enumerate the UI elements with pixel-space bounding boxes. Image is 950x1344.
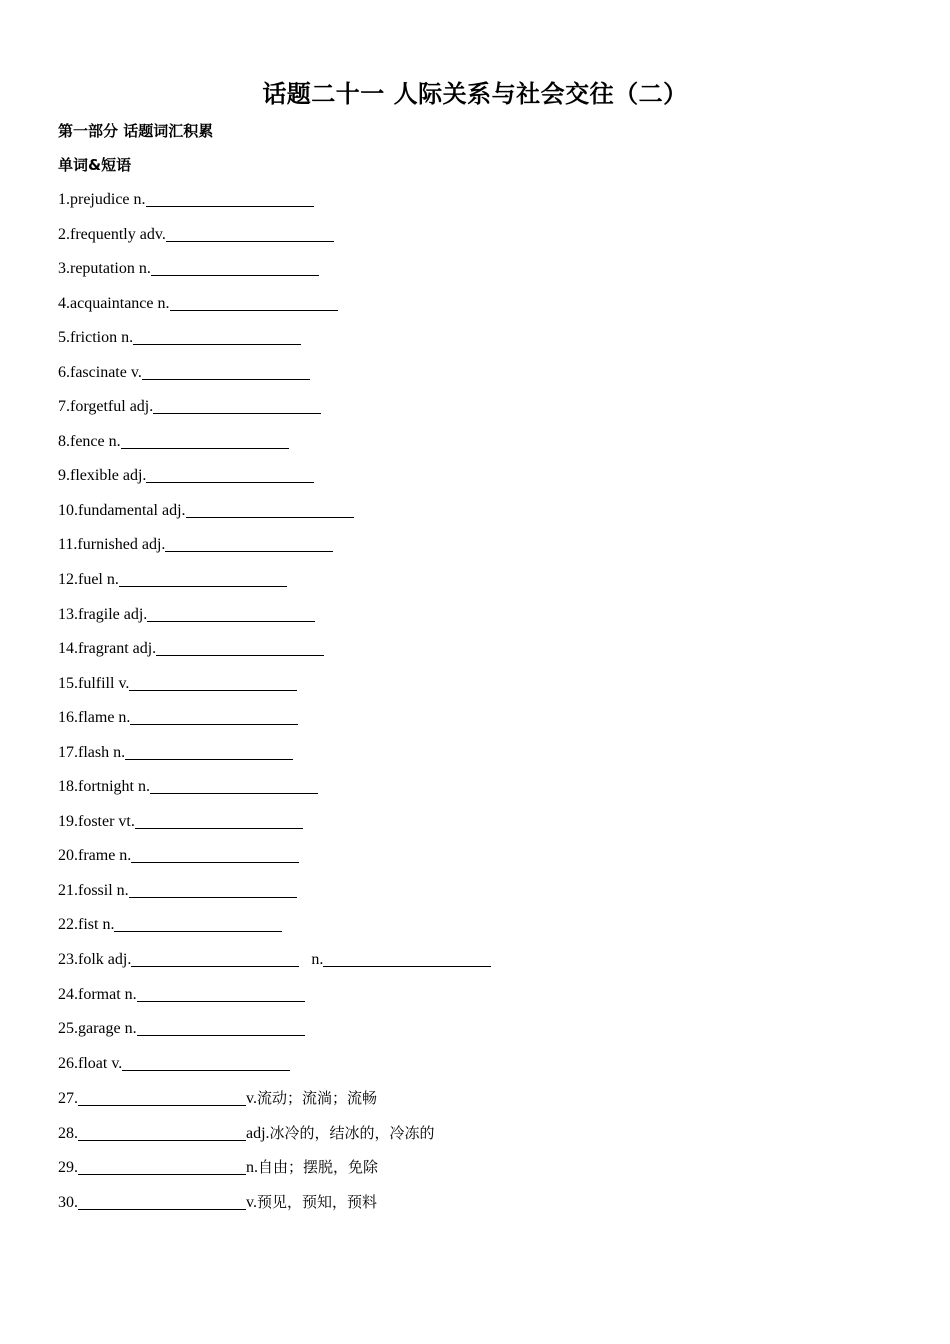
vocab-item	[58, 982, 918, 1017]
answer-blank[interactable]	[125, 742, 293, 760]
item-number: 16.	[58, 709, 78, 727]
vocab-item	[58, 705, 918, 740]
item-pos: v.	[246, 1193, 257, 1211]
item-meaning: 自由；摆脱，免除	[258, 1158, 379, 1177]
answer-blank[interactable]	[146, 465, 314, 483]
part-heading: 第一部分 话题词汇积累	[58, 122, 214, 140]
answer-blank[interactable]	[137, 1018, 305, 1036]
vocab-item	[58, 256, 918, 291]
item-number: 7.	[58, 398, 70, 416]
vocab-item	[58, 360, 918, 395]
item-word: folk adj.	[78, 951, 132, 969]
vocab-item	[58, 809, 918, 844]
vocab-item	[58, 740, 918, 775]
item-number: 12.	[58, 571, 78, 589]
item-number: 9.	[58, 467, 70, 485]
reverse-item	[58, 1085, 918, 1120]
item-word: flexible adj.	[70, 467, 147, 485]
item-word: flame n.	[78, 709, 131, 727]
answer-blank[interactable]	[78, 1192, 246, 1210]
item-number: 10.	[58, 501, 78, 519]
vocab-item	[58, 498, 918, 533]
item-pos: n.	[246, 1159, 258, 1177]
answer-blank[interactable]	[119, 569, 287, 587]
item-word: acquaintance n.	[70, 294, 170, 312]
answer-blank[interactable]	[137, 984, 305, 1002]
answer-blank[interactable]	[150, 776, 318, 794]
vocab-item	[58, 429, 918, 464]
answer-blank[interactable]	[131, 845, 299, 863]
item-word: garage n.	[78, 1020, 137, 1038]
answer-blank[interactable]	[142, 362, 310, 380]
item-number: 3.	[58, 260, 70, 278]
item-word: fossil n.	[78, 881, 129, 899]
vocab-item	[58, 843, 918, 878]
reverse-item	[58, 1154, 918, 1189]
item-number: 11.	[58, 536, 78, 554]
item-word: fulfill v.	[78, 674, 130, 692]
vocab-item	[58, 671, 918, 706]
answer-blank[interactable]	[170, 293, 338, 311]
item-number: 18.	[58, 778, 78, 796]
item-number: 5.	[58, 329, 70, 347]
item-word: fuel n.	[78, 571, 119, 589]
vocab-item	[58, 1051, 918, 1086]
vocab-item	[58, 222, 918, 257]
item-word: format n.	[78, 985, 137, 1003]
reverse-item	[58, 1189, 918, 1224]
vocab-item	[58, 774, 918, 809]
item-extra-pos: n.	[311, 951, 324, 969]
reverse-item	[58, 1120, 918, 1155]
answer-blank[interactable]	[323, 949, 491, 967]
answer-blank[interactable]	[133, 327, 301, 345]
item-number: 15.	[58, 674, 78, 692]
answer-blank[interactable]	[78, 1123, 246, 1141]
vocab-item	[58, 636, 918, 671]
item-word: fortnight n.	[78, 778, 150, 796]
item-number: 22.	[58, 916, 78, 934]
page-title: 话题二十一 人际关系与社会交往（二）	[262, 80, 688, 108]
vocab-item	[58, 532, 918, 567]
vocab-item	[58, 394, 918, 429]
item-number: 20.	[58, 847, 78, 865]
item-number: 19.	[58, 812, 78, 830]
answer-blank[interactable]	[78, 1088, 246, 1106]
answer-blank[interactable]	[153, 396, 321, 414]
answer-blank[interactable]	[186, 500, 354, 518]
vocab-item	[58, 567, 918, 602]
vocab-item	[58, 1016, 918, 1051]
item-pos: v.	[246, 1090, 257, 1108]
item-word: flash n.	[78, 743, 126, 761]
item-word: forgetful adj.	[70, 398, 154, 416]
item-word: foster vt.	[78, 812, 135, 830]
answer-blank[interactable]	[122, 1053, 290, 1071]
item-meaning: 冰冷的，结冰的，冷冻的	[269, 1123, 435, 1142]
item-number: 25.	[58, 1020, 78, 1038]
item-number: 21.	[58, 881, 78, 899]
item-word: fundamental adj.	[78, 501, 186, 519]
item-number: 30.	[58, 1193, 78, 1211]
item-number: 13.	[58, 605, 78, 623]
item-word: prejudice n.	[70, 191, 146, 208]
item-number: 17.	[58, 743, 78, 761]
item-word: frame n.	[78, 847, 132, 865]
answer-blank[interactable]	[130, 707, 298, 725]
item-number: 2.	[58, 225, 70, 243]
item-word: friction n.	[70, 329, 134, 347]
item-number: 24.	[58, 985, 78, 1003]
answer-blank[interactable]	[135, 811, 303, 829]
item-number: 8.	[58, 432, 70, 450]
item-meaning: 流动；流淌；流畅	[256, 1089, 377, 1108]
item-number: 28.	[58, 1124, 78, 1142]
vocab-item	[58, 325, 918, 360]
vocab-item	[58, 912, 918, 947]
section-heading: 单词&短语	[58, 156, 132, 174]
item-word: reputation n.	[70, 260, 151, 278]
answer-blank[interactable]	[146, 189, 314, 207]
vocab-item	[58, 878, 918, 913]
answer-blank[interactable]	[129, 880, 297, 898]
item-number: 4.	[58, 294, 70, 312]
item-word: fragrant adj.	[78, 640, 157, 658]
item-word: fist n.	[78, 916, 115, 934]
answer-blank[interactable]	[151, 258, 319, 276]
answer-blank[interactable]	[129, 673, 297, 691]
item-number: 14.	[58, 640, 78, 658]
answer-blank[interactable]	[156, 638, 324, 656]
item-word: frequently adv.	[70, 225, 166, 243]
item-word: furnished adj.	[77, 536, 166, 554]
item-word: float v.	[78, 1054, 123, 1072]
item-number: 6.	[58, 363, 70, 381]
item-number: 1.	[58, 191, 70, 208]
item-number: 26.	[58, 1054, 78, 1072]
item-word: fragile adj.	[78, 605, 148, 623]
vocab-item	[58, 463, 918, 498]
answer-blank[interactable]	[166, 224, 334, 242]
vocab-item	[58, 602, 918, 637]
item-meaning: 预见，预知，预料	[256, 1192, 377, 1211]
vocab-item	[58, 947, 918, 982]
answer-blank[interactable]	[147, 604, 315, 622]
item-number: 27.	[58, 1090, 78, 1108]
vocab-item	[58, 291, 918, 326]
item-number: 29.	[58, 1159, 78, 1177]
vocab-item	[58, 187, 918, 222]
answer-blank[interactable]	[165, 534, 333, 552]
item-word: fascinate v.	[70, 363, 142, 381]
item-number: 23.	[58, 951, 78, 969]
item-pos: adj.	[246, 1124, 270, 1142]
item-word: fence n.	[70, 432, 121, 450]
answer-blank[interactable]	[121, 431, 289, 449]
answer-blank[interactable]	[114, 914, 282, 932]
answer-blank[interactable]	[78, 1157, 246, 1175]
answer-blank[interactable]	[131, 949, 299, 967]
vocab-list	[58, 187, 918, 1223]
